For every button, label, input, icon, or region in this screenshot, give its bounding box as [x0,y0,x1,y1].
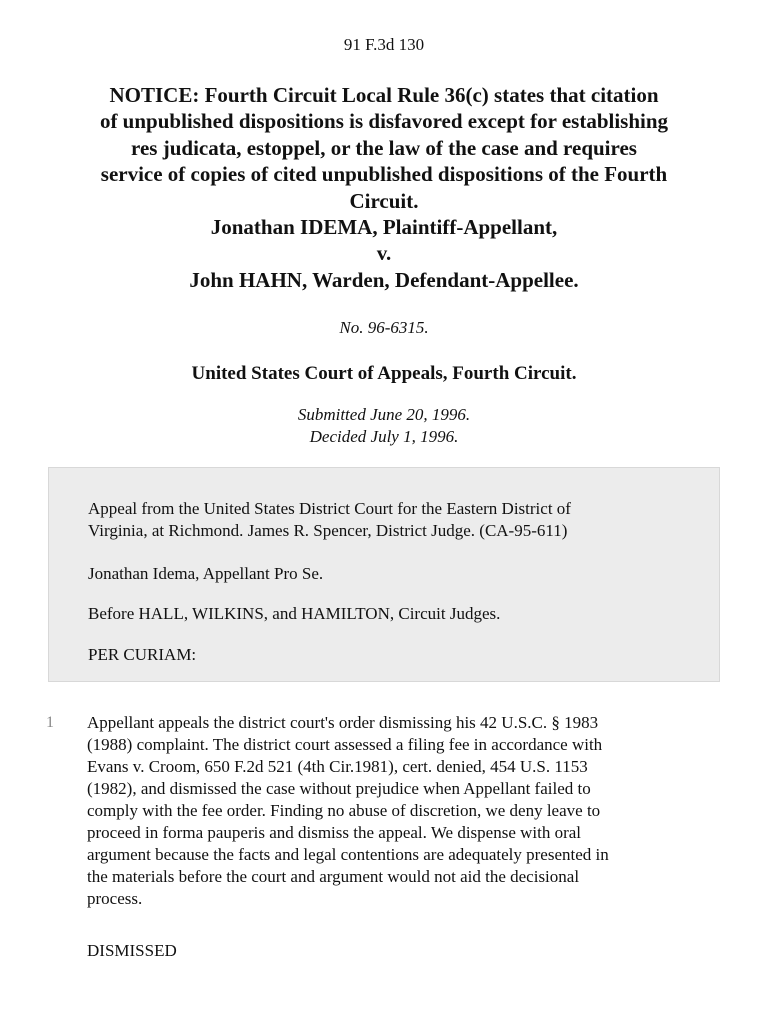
submitted-date: Submitted June 20, 1996. [297,405,471,424]
notice-line: service of copies of cited unpublished dispositions of the Fourth [100,162,668,187]
opinion-line: proceed in forma pauperis and dismiss the appeal. We dispense with oral [87,823,582,842]
opinion-line: process. [87,889,143,908]
counsel-line: Jonathan Idema, Appellant Pro Se. [88,564,324,583]
opinion-line: the materials before the court and argument would not aid the decisional [87,867,580,886]
case-summary-box [48,467,720,682]
notice-line: NOTICE: Fourth Circuit Local Rule 36(c) states that citation [109,83,659,107]
case-citation: 91 F.3d 130 [343,35,425,54]
plaintiff-party: Jonathan IDEMA, Plaintiff-Appellant, [210,215,558,240]
opinion-line: comply with the fee order. Finding no abuse of discretion, we deny leave to [87,801,601,820]
opinion-line: argument because the facts and legal contentions are adequately presented in [87,845,609,864]
notice-line: Circuit. [349,188,419,213]
docket-number: No. 96-6315. [339,318,429,337]
opinion-line: Evans v. Croom, 650 F.2d 521 (4th Cir.1981), cert. denied, 454 U.S. 1153 [87,757,588,776]
panel-line: Before HALL, WILKINS, and HAMILTON, Circuit Judges. [88,604,501,623]
notice-line: res judicata, estoppel, or the law of the case and requires [131,135,637,160]
case-heading [40,82,728,293]
appeal-origin-line: Virginia, at Richmond. James R. Spencer, District Judge. (CA-95-611) [88,521,568,540]
disposition-label: DISMISSED [87,941,177,960]
per-curiam-label: PER CURIAM: [88,645,197,664]
appeal-origin [88,498,698,542]
opinion-line: (1982), and dismissed the case without prejudice when Appellant failed to [87,779,591,798]
opinion-paragraph [87,712,709,910]
court-name: United States Court of Appeals, Fourth Circuit. [191,363,577,384]
opinion-line: Appellant appeals the district court's order dismissing his 42 U.S.C. § 1983 [87,713,599,732]
paragraph-number: 1 [46,714,54,731]
versus-label: v. [376,241,392,266]
decided-date: Decided July 1, 1996. [309,427,459,446]
appeal-origin-line: Appeal from the United States District Court for the Eastern District of [88,499,571,518]
defendant-party: John HAHN, Warden, Defendant-Appellee. [189,267,579,292]
opinion-line: (1988) complaint. The district court assessed a filing fee in accordance with [87,735,603,754]
case-dates [0,404,768,448]
notice-line: of unpublished dispositions is disfavored except for establishing [99,109,669,134]
